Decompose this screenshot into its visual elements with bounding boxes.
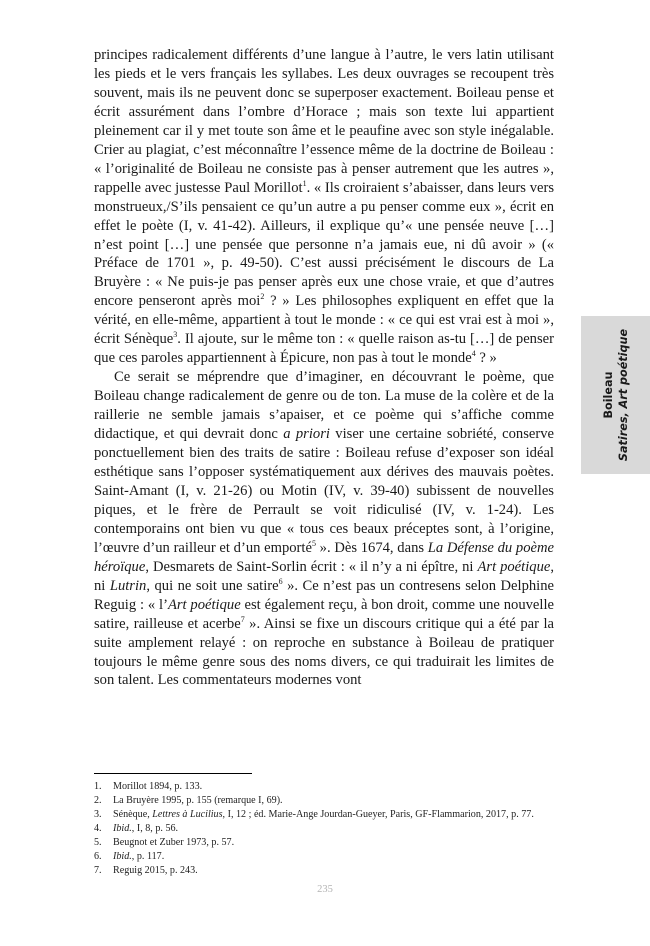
italic-run: Lutrin bbox=[109, 577, 147, 594]
italic-run: La Défense du poème héroïque bbox=[94, 539, 555, 575]
text-run: . « Ils croiraient s’abaisser, dans leurs vers monstrueux,/S’ils pensaient ce qu’un autre a pu penser comme eux », écrit en effet le poète (I, v. 41-42). Ailleurs, il explique qu’« une pensée neuve […] n’est point […] une pensée que personne n’a jamais eue, ni dû avoir » (« Préface de 1701 », p. 49-50). C’est aussi précisément le discours de La Bruyère : « Ne puis-je pas penser après eux une chose vraie, et que d’autres encore penseront après moi bbox=[94, 179, 555, 310]
footnote-number: 5. bbox=[94, 837, 102, 848]
italic-run: Art poétique bbox=[167, 596, 241, 613]
footnote-ref-4[interactable]: 4 bbox=[471, 349, 476, 359]
text-run: , qui ne soit une satire bbox=[146, 577, 279, 594]
text-run: ? » bbox=[475, 350, 497, 367]
footnote-text: La Bruyère 1995, p. 155 (remarque I, 69). bbox=[113, 795, 283, 806]
footnote-3 bbox=[94, 808, 559, 822]
footnote-ref-1[interactable]: 1 bbox=[302, 178, 307, 188]
footnote-italic: Lettres à Lucilius bbox=[152, 809, 223, 820]
text-run: est également reçu, à bon droit, comme une nouvelle satire, railleuse et acerbe bbox=[94, 596, 554, 632]
footnote-text: Reguig 2015, p. 243. bbox=[113, 865, 198, 876]
footnote-ref-7[interactable]: 7 bbox=[240, 614, 245, 624]
section-tab-work: Satires, Art poétique bbox=[616, 328, 630, 462]
paragraph-1 bbox=[94, 46, 554, 368]
footnote-italic: Ibid. bbox=[113, 823, 132, 834]
footnotes bbox=[94, 780, 559, 878]
footnote-text: Sénèque, bbox=[113, 809, 153, 820]
paragraph-2 bbox=[94, 368, 554, 690]
footnote-number: 4. bbox=[94, 823, 102, 834]
footnote-italic: Ibid. bbox=[113, 851, 132, 862]
footnote-text: Beugnot et Zuber 1973, p. 57. bbox=[113, 837, 235, 848]
footnote-6 bbox=[94, 850, 559, 864]
footnote-4 bbox=[94, 822, 559, 836]
footnote-number: 6. bbox=[94, 851, 102, 862]
footnote-number: 7. bbox=[94, 865, 102, 876]
main-text bbox=[94, 46, 554, 690]
text-run: . Il ajoute, sur le même ton : « quelle raison as-tu […] de penser que ces paroles appartiennent à Épicure, non pas à tout le monde bbox=[94, 331, 555, 367]
footnote-2 bbox=[94, 794, 559, 808]
page-number: 235 bbox=[317, 884, 333, 895]
footnote-text: , I, 8, p. 56. bbox=[131, 823, 179, 834]
footnote-number: 2. bbox=[94, 795, 102, 806]
footnote-number: 3. bbox=[94, 809, 102, 820]
section-tab-author: Boileau bbox=[601, 371, 615, 419]
footnote-ref-5[interactable]: 5 bbox=[311, 538, 316, 548]
text-run: ? » Les philosophes expliquent en effet que la vérité, en elle-même, appartient à tout le monde : « ce qui est vrai est à moi », écrit Sénèque bbox=[94, 293, 555, 348]
footnote-text: Morillot 1894, p. 133. bbox=[113, 781, 203, 792]
footnote-ref-3[interactable]: 3 bbox=[173, 330, 178, 340]
text-run: principes radicalement différents d’une langue à l’autre, le vers latin utilisant les pieds et le vers français les syllabes. Les deux ouvrages se recoupent très souvent, mais ils ne peuvent donc se superposer exactement. Boileau pense et écrit assurément dans l’ombre d’Horace ; mais son texte lui appartient pleinement car il y met toute son âme et le peaufine avec son style inégalable. Crier au plagiat, c’est méconnaître l’essence même de la doctrine de Boileau : « l’originalité de Boileau ne consiste pas à penser autrement que les autres », rappelle avec justesse Paul Morillot bbox=[94, 47, 554, 196]
footnote-text: , I, 12 ; éd. Marie-Ange Jourdan-Gueyer, Paris, GF-Flammarion, 2017, p. 77. bbox=[222, 809, 534, 820]
text-run: , Desmarets de Saint-Sorlin écrit : « il n’y a ni épître, ni bbox=[145, 558, 478, 575]
footnote-ref-2[interactable]: 2 bbox=[260, 292, 265, 302]
text-run: Ce serait se méprendre que d’imaginer, en découvrant le poème, que Boileau change radicalement de genre ou de ton. La muse de la colère et de la raillerie ne semble jamais s’apaiser, et ce poème qui s’affiche comme didactique, et qui devrait donc bbox=[94, 369, 554, 443]
text-run: viser une certaine sobriété, conserve ponctuellement bien des traits de satire : Boileau refuse d’exposer son idéal esthétique sans l’opposer systématiquement aux dérives des mauvais poètes. Saint-Amant (I, v. 21-26) ou Motin (IV, v. 39-40) subissent de nouvelles piques, et le frère de Perrault se voit ridiculisé (IV, v. 1-24). Les contemporains ont bien vu que « tous ces beaux préceptes sont, à l’origine, l’œuvre d’un railleur et d’un emporté bbox=[94, 426, 554, 556]
footnote-7 bbox=[94, 864, 559, 878]
text-run: , ni bbox=[94, 558, 554, 594]
italic-run: Art poétique bbox=[477, 558, 551, 575]
footnote-ref-6[interactable]: 6 bbox=[278, 576, 283, 586]
footnote-text: , p. 117. bbox=[131, 851, 165, 862]
footnote-divider bbox=[94, 773, 252, 774]
text-run: ». Ainsi se fixe un discours critique qui a été par la suite amplement relayé : on reproche en substance à Boileau de pratiquer toujours le même genre sous des noms divers, ce qui traduirait les limites de son talent. Les commentateurs modernes vont bbox=[94, 615, 554, 689]
text-run: ». Dès 1674, dans bbox=[315, 539, 428, 556]
footnote-5 bbox=[94, 836, 559, 850]
footnote-1 bbox=[94, 780, 559, 794]
section-tab bbox=[581, 316, 650, 474]
section-tab-label bbox=[601, 329, 631, 461]
footnote-number: 1. bbox=[94, 781, 102, 792]
text-run: ». Ce n’est pas un contresens selon Delphine Reguig : « l’ bbox=[94, 577, 555, 613]
italic-run: a priori bbox=[283, 426, 330, 443]
